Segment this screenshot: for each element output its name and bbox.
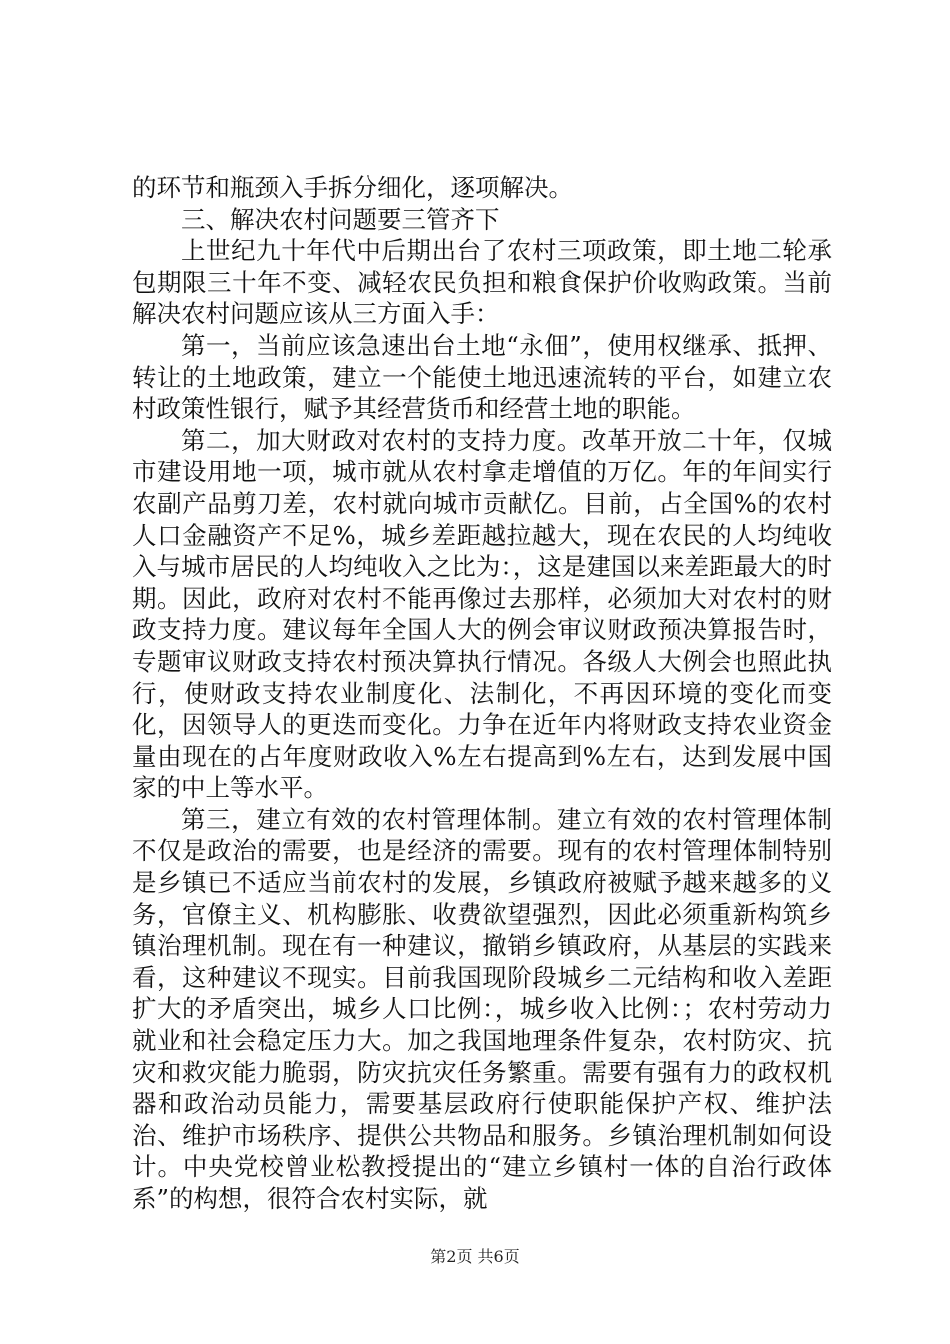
paragraph-second: 第二，加大财政对农村的支持力度。改革开放二十年，仅城市建设用地一项，城市就从农村拿走增值的万亿。年的年间实行农副产品剪刀差，农村就向城市贡献亿。目前，占全国%的农村人口金融资产不足%，城乡差距越拉越大，现在农民的人均纯收入与城市居民的人均纯收入之比为：，这是建国以来差距最大的时期。因此，政府对农村不能再像过去那样，必须加大对农村的财政支持力度。建议每年全国人大的例会审议财政预决算报告时，专题审议财政支持农村预决算执行情况。各级人大例会也照此执行，使财政支持农业制度化、法制化，不再因环境的变化而变化，因领导人的更迭而变化。力争在近年内将财政支持农业资金量由现在的占年度财政收入%左右提高到%左右，达到发展中国家的中上等水平。 [132,425,832,803]
section-heading: 三、解决农村问题要三管齐下 [181,204,500,234]
document-body [132,172,832,1215]
page-footer: 第2页 共6页 [430,1247,520,1266]
paragraph-intro: 上世纪九十年代中后期出台了农村三项政策，即土地二轮承包期限三十年不变、减轻农民负担和粮食保护价收购政策。当前解决农村问题应该从三方面入手： [132,236,832,329]
paragraph-first: 第一，当前应该急速出台土地“永佃”，使用权继承、抵押、转让的土地政策，建立一个能使土地迅速流转的平台，如建立农村政策性银行，赋予其经营货币和经营土地的职能。 [132,330,832,424]
paragraph-third: 第三，建立有效的农村管理体制。建立有效的农村管理体制不仅是政治的需要，也是经济的需要。现有的农村管理体制特别是乡镇已不适应当前农村的发展，乡镇政府被赋予越来越多的义务，官僚主义、机构膨胀、收费欲望强烈，因此必须重新构筑乡镇治理机制。现在有一种建议，撤销乡镇政府，从基层的实践来看，这种建议不现实。目前我国现阶段城乡二元结构和收入差距扩大的矛盾突出，城乡人口比例：，城乡收入比例：；农村劳动力就业和社会稳定压力大。加之我国地理条件复杂，农村防灾、抗灾和救灾能力脆弱，防灾抗灾任务繁重。需要有强有力的政权机器和政治动员能力，需要基层政府行使职能保护产权、维护法治、维护市场秩序、提供公共物品和服务。乡镇治理机制如何设计。中央党校曾业松教授提出的“建立乡镇村一体的自治行政体系”的构想，很符合农村实际，就 [132,804,832,1213]
paragraph-continuation: 的环节和瓶颈入手拆分细化，逐项解决。 [132,173,573,202]
